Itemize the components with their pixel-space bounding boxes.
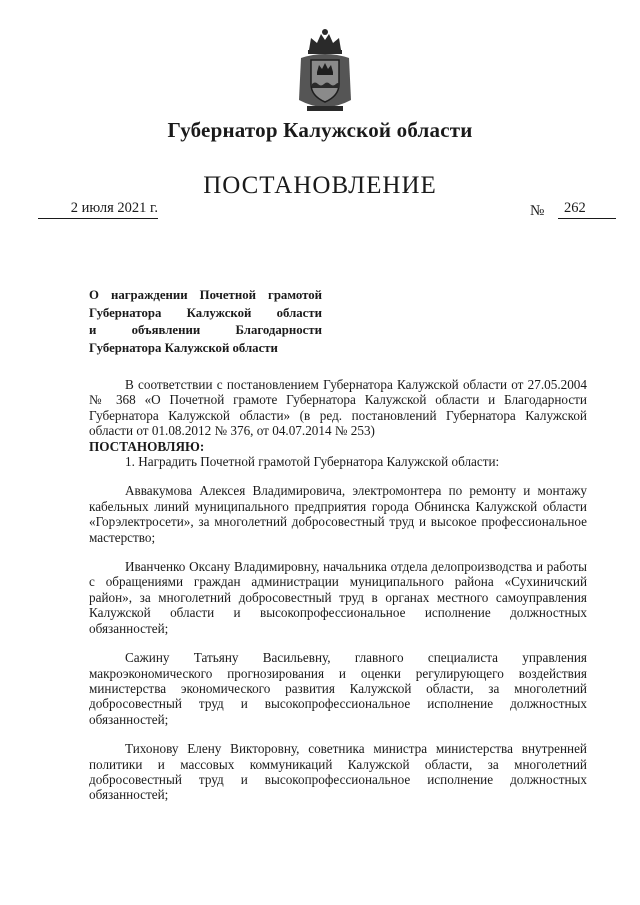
- decree-heading: ПОСТАНОВЛЯЮ:: [89, 438, 205, 454]
- awardee-paragraph: Аввакумова Алексея Владимировича, электромонтера по ремонту и монтажу кабельных линий муниципального предприятия города Обнинска Калужской области «Горэлектросети», за многолетний добросовестный труд и высокое профессиональное мастерство;: [89, 483, 587, 545]
- awardee-paragraph: Сажину Татьяну Васильевну, главного специалиста управления макроэкономического прогнозирования и оценки регулирующего воздействия министерства экономического развития Калужской области, за многолетний добросовестный труд и высокопрофессиональное исполнение должностных обязанностей;: [89, 650, 587, 727]
- award-item-heading: 1. Наградить Почетной грамотой Губернатора Калужской области:: [125, 454, 500, 470]
- document-type: ПОСТАНОВЛЕНИЕ: [203, 172, 437, 199]
- subject-line: Губернатора Калужской области: [89, 340, 278, 355]
- subject-line: и объявлении Благодарности: [89, 323, 322, 337]
- document-subject: [89, 287, 322, 357]
- authority-title: Губернатор Калужской области: [167, 118, 473, 142]
- awardee-paragraph: Тихонову Елену Викторовну, советника министра министерства внутренней политики и массовых коммуникаций Калужской области, за многолетний добросовестный труд и высокопрофессиональное исполнение должностных обязанностей;: [89, 741, 587, 803]
- number-sign: №: [530, 203, 545, 219]
- subject-line: Губернатора Калужской области: [89, 305, 322, 320]
- subject-line: О награждении Почетной грамотой: [89, 288, 322, 302]
- awardee-paragraph: Иванченко Оксану Владимировну, начальника отдела делопроизводства и работы с обращениями граждан администрации муниципального района «Сухиничский район», за многолетний добросовестный труд в органах местного самоуправления Калужской области и высокопрофессиональное исполнение должностных обязанностей;: [89, 559, 587, 636]
- document-body: [89, 377, 587, 803]
- document-number: 262: [558, 200, 616, 219]
- document-date: 2 июля 2021 г.: [38, 200, 158, 219]
- kaluga-coat-of-arms-icon: [295, 28, 355, 114]
- preamble-paragraph: В соответствии с постановлением Губернатора Калужской области от 27.05.2004 № 368 «О Почетной грамоте Губернатора Калужской области и Благодарности Губернатора Калужской области» (в ред. постановлений Губернатора Калужской области от 01.08.2012 № 376, от 04.07.2014 № 253): [89, 377, 587, 439]
